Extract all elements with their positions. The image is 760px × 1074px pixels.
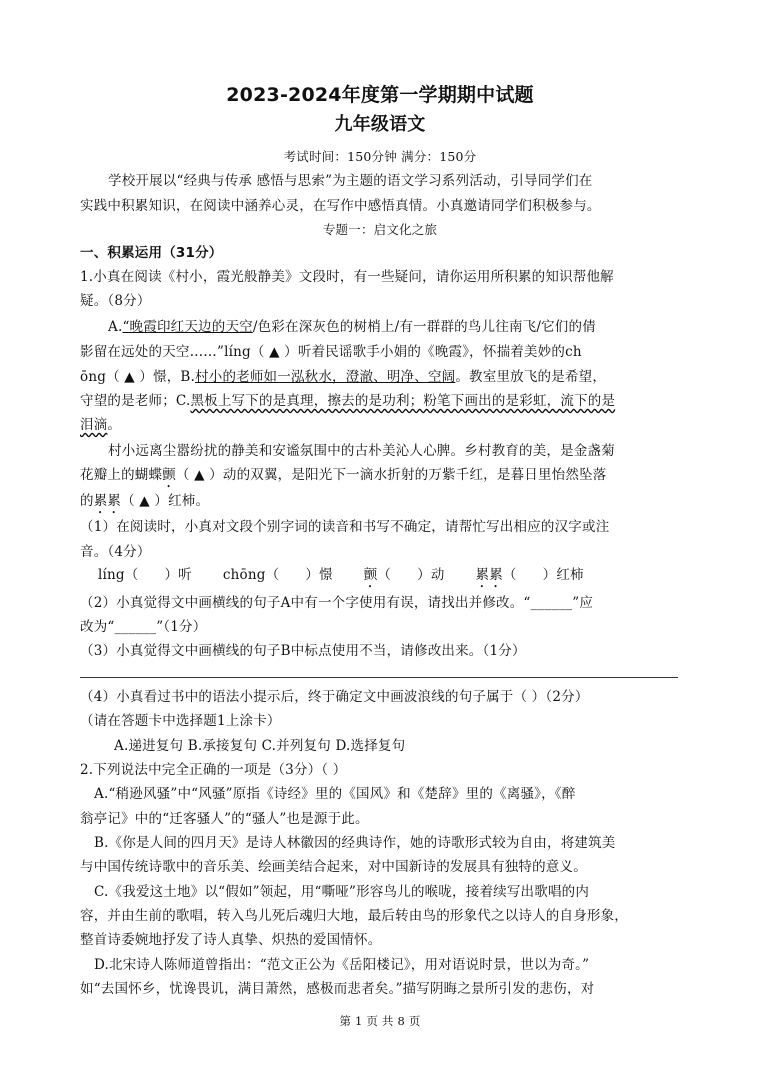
passage-text: 守望的是老师；C. <box>80 393 191 409</box>
q2-option-d-line-2: 如“去国怀乡，忧谗畏讥，满目萧然，感极而悲者矣。”描写阴晦之景所引发的悲伤，对 <box>80 981 595 997</box>
q1-sub1-line-1: （1）在阅读时，小真对文段个别字词的读音和书写不确定，请帮忙写出相应的汉字或注 <box>80 519 610 535</box>
sentence-c: 黑板上写下的是真理，擦去的是功利；粉笔下画出的是彩虹，流下的是 <box>190 393 616 409</box>
q2-option-c-line-2: 容，并由生前的歌唱，转入鸟儿死后魂归大地，最后转由鸟的形象代之以诗人的自身形象， <box>80 908 628 924</box>
dotted-word: 颤 <box>162 467 176 483</box>
q1-sub2-line-2: 改为“______”（1分） <box>80 619 207 635</box>
label-a: A. <box>108 319 123 335</box>
fill-chan[interactable]: 颤（ ）动 <box>363 567 445 583</box>
q2-option-b-line-2: 与中国传统诗歌中的音乐美、绘画美结合起来，对中国新诗的发展具有独特的意义。 <box>80 859 587 875</box>
q1-stem-line-2: 疑。（8分） <box>80 293 151 309</box>
q1-stem-line-1: 1.小真在阅读《村小，霞光般静美》文段时，有一些疑问，请你运用所积累的知识帮他解 <box>80 269 614 285</box>
passage-text: （ ▲ ）动的双翼，是阳光下一滴水折射的万紫千红，是暮日里怡然坠落 <box>175 467 607 483</box>
q2-option-c-line-1: C.《我爱这土地》以“假如”领起，用“嘶哑”形容鸟儿的喉咙，接着续写出歌唱的内 <box>94 884 590 900</box>
q1-sub4-options: A.递进复句 B.承接复句 C.并列复句 D.选择复句 <box>114 738 406 754</box>
passage-text: ōng（ ▲ ）憬，B. <box>80 369 196 385</box>
exam-meta: 考试时间：150分钟 满分：150分 <box>283 149 477 164</box>
subject-title: 九年级语文 <box>334 114 426 135</box>
q1-passage-line-6: 村小远离尘嚣纷扰的静美和安谧氛围中的古朴美沁人心脾。乡村教育的美，是金盏菊 <box>108 443 615 459</box>
passage-text: 。 <box>107 417 122 433</box>
passage-text: /色彩在深灰色的树梢上/有一群群的鸟儿往南飞/它们的倩 <box>252 319 596 335</box>
topic-heading: 专题一：启文化之旅 <box>322 222 438 237</box>
q2-option-a-line-1: A.“稍逊风骚”中“风骚”原指《诗经》里的《国风》和《楚辞》里的《离骚》，《醉 <box>94 786 576 802</box>
dotted-word: 累累 <box>93 493 122 509</box>
q1-sub4-line-2: （请在答题卡中选择题1上涂卡） <box>80 713 281 729</box>
passage-text: （ ▲ ）红柿。 <box>121 493 210 509</box>
q1-passage-line-2: 影留在远处的天空……”líng（ ▲ ）听着民谣歌手小娟的《晚霞》，怀揣着美妙的ch <box>80 344 582 360</box>
q2-option-c-line-3: 整首诗委婉地抒发了诗人真挚、炽热的爱国情怀。 <box>80 932 382 948</box>
page-footer: 第 1 页 共 8 页 <box>339 1014 421 1028</box>
q1-passage-line-4 <box>80 392 680 410</box>
answer-line[interactable] <box>80 677 678 678</box>
intro-line-1: 学校开展以“经典与传承 感悟与思索”为主题的语文学习系列活动，引导同学们在 <box>108 173 593 189</box>
q2-option-b-line-1: B.《你是人间的四月天》是诗人林徽因的经典诗作，她的诗歌形式较为自由，将建筑美 <box>94 835 616 851</box>
q2-option-a-line-2: 翁亭记》中的“迁客骚人”的“骚人”也是源于此。 <box>80 811 369 827</box>
fill-leilei[interactable]: 累累（ ）红柿 <box>475 567 584 583</box>
sentence-a: “晚霞印红天边的天空 <box>122 319 253 335</box>
q2-option-d-line-1: D.北宋诗人陈师道曾指出：“范文正公为《岳阳楼记》，用对语说时景，世以为奇。” <box>94 957 590 973</box>
q1-sub2-line-1: （2）小真觉得文中画横线的句子A中有一个字使用有误，请找出并修改。“______”应 <box>80 595 594 611</box>
q1-passage-line-1 <box>80 318 708 336</box>
q1-passage-line-8 <box>80 492 680 517</box>
q1-passage-line-3 <box>80 368 680 386</box>
sentence-b: 村小的老师如一泓秋水，澄澈、明净、空阔 <box>195 369 456 385</box>
passage-text: 的 <box>80 493 94 509</box>
q1-passage-line-5 <box>80 416 680 434</box>
passage-text: 花瓣上的蝴蝶 <box>80 467 163 483</box>
q1-fill-row <box>80 566 698 591</box>
sentence-c-end: 泪滴 <box>80 417 108 433</box>
passage-text: 。教室里放飞的是希望， <box>455 369 607 385</box>
section-heading: 一、积累运用（31分） <box>80 245 223 261</box>
exam-title: 2023-2024年度第一学期期中试题 <box>226 84 534 106</box>
q1-sub3: （3）小真觉得文中画横线的句子B中标点使用不当，请修改出来。（1分） <box>80 643 526 659</box>
q1-sub4-line-1: （4）小真看过书中的语法小提示后，终于确定文中画波浪线的句子属于（ ）（2分） <box>80 689 589 705</box>
q1-sub1-line-2: 音。（4分） <box>80 544 151 560</box>
q1-passage-line-7 <box>80 466 680 491</box>
intro-line-2: 实践中积累知识，在阅读中涵养心灵，在写作中感悟真情。小真邀请同学们积极参与。 <box>80 198 601 214</box>
fill-ling[interactable]: líng（ ）听 <box>98 567 192 583</box>
fill-chong[interactable]: chōng（ ）憬 <box>222 567 333 583</box>
q2-stem: 2.下列说法中完全正确的一项是（3分）（ ） <box>80 762 347 778</box>
